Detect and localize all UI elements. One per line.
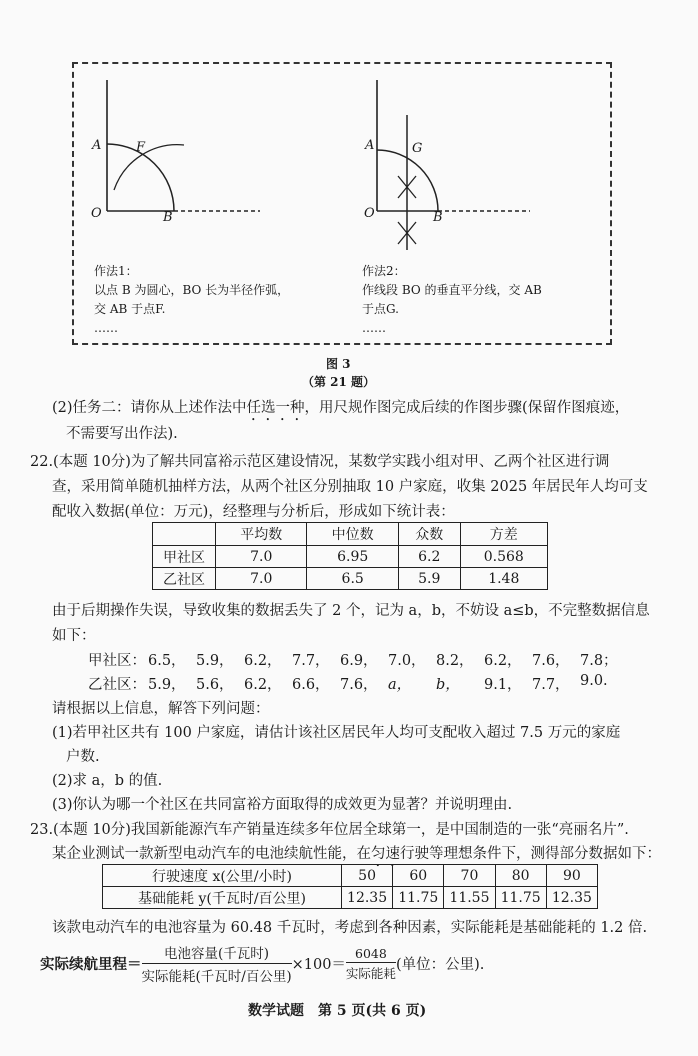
table-row: 乙社区 7.0 6.5 5.9 1.48 — [153, 568, 548, 590]
q22-stats-table — [152, 522, 548, 590]
q22-lost-data-line1: 由于后期操作失误，导致收集的数据丢失了 2 个，记为 a，b，不妨设 a≤b，不完整数据信息 — [52, 603, 650, 619]
q22-stem-line2: 查，采用简单随机抽样方法，从两个社区分别抽取 10 户家庭，收集 2025 年居民年人均可支 — [52, 479, 648, 495]
q22-part1-line2: 户数. — [66, 749, 100, 765]
q23-data-table — [102, 864, 598, 909]
table-header-row: 平均数 中位数 众数 方差 — [153, 523, 548, 546]
label-B: B — [163, 210, 173, 225]
q23-stem-line3: 该款电动汽车的电池容量为 60.48 千瓦时，考虑到各种因素，实际能耗是基础能耗的 1.2 倍. — [52, 920, 648, 936]
construction-note-1: 作法1： 以点 B 为圆心，BO 长为半径作弧， 交 AB 于点F. …… — [94, 264, 290, 335]
table-row: 甲社区 7.0 6.95 6.2 0.568 — [153, 546, 548, 568]
construction-note-2: 作法2： 作线段 BO 的垂直平分线，交 AB 于点G. …… — [362, 264, 542, 335]
q21-task2-line2: 不需要写出作法). — [66, 426, 178, 442]
construction-figure-1 — [80, 70, 340, 245]
label-A2: A — [365, 138, 375, 153]
q22-data-jia: 甲社区： 6.5， 5.9， 6.2， 7.7， 6.9， 7.0， 8.2， 6.2， 7.6， 7.8； — [88, 653, 618, 669]
q22-part3: (3)你认为哪一个社区在共同富裕方面取得的成效更为显著？并说明理由. — [52, 797, 513, 813]
q21-task2-line1: (2)任务二：请你从上述作法中任选一种，用尺规作图完成后续的作图步骤(保留作图痕迹， — [52, 400, 630, 416]
label-F: F — [136, 140, 146, 155]
label-O: O — [91, 206, 102, 221]
q22-lost-data-line2: 如下： — [52, 628, 96, 644]
q23-stem-line2: 某企业测试一款新型电动汽车的电池续航性能，在匀速行驶等理想条件下，测得部分数据如下： — [52, 846, 661, 862]
q23-stem-line1: 23.(本题 10分)我国新能源汽车产销量连续多年位居全球第一，是中国制造的一张“亮丽名片”. — [30, 822, 629, 838]
table-row: 基础能耗 y(千瓦时/百公里) 12.35 11.75 11.55 11.75 12.35 — [103, 887, 598, 909]
figure-subcaption: （第 21 题） — [302, 375, 376, 389]
q22-stem-line3: 配收入数据(单位：万元)，经整理与分析后，形成如下统计表： — [52, 504, 455, 520]
q22-prompt: 请根据以上信息，解答下列问题： — [52, 701, 270, 717]
figure-caption: 图 3 — [326, 357, 351, 371]
q22-data-yi: 乙社区： 5.9， 5.6， 6.2， 6.6， 7.6， a， b， 9.1， 7.7， 9.0. — [88, 673, 608, 693]
page-footer: 数学试题 第 5 页(共 6 页) — [248, 1003, 427, 1019]
label-A: A — [92, 138, 102, 153]
q22-stem-line1: 22.(本题 10分)为了解共同富裕示范区建设情况，某数学实践小组对甲、乙两个社区进行调 — [30, 454, 610, 470]
table-row: 行驶速度 x(公里/小时) 50 60 70 80 90 — [103, 865, 598, 887]
q22-part2: (2)求 a，b 的值. — [52, 773, 163, 789]
q23-formula: 实际续航里程＝ $\frac{\text{电池容量(千瓦时)}}{\text{实际能耗(千瓦时/百公里)}}$ ×100＝ $\frac{6048}{\text{实际能耗}}$ (单位：公里). — [40, 942, 484, 985]
label-B2: B — [433, 210, 443, 225]
construction-figure-2 — [360, 70, 620, 250]
label-O2: O — [364, 206, 375, 221]
label-G: G — [412, 141, 423, 156]
q22-part1-line1: (1)若甲社区共有 100 户家庭，请估计该社区居民年人均可支配收入超过 7.5 万元的家庭 — [52, 725, 621, 741]
